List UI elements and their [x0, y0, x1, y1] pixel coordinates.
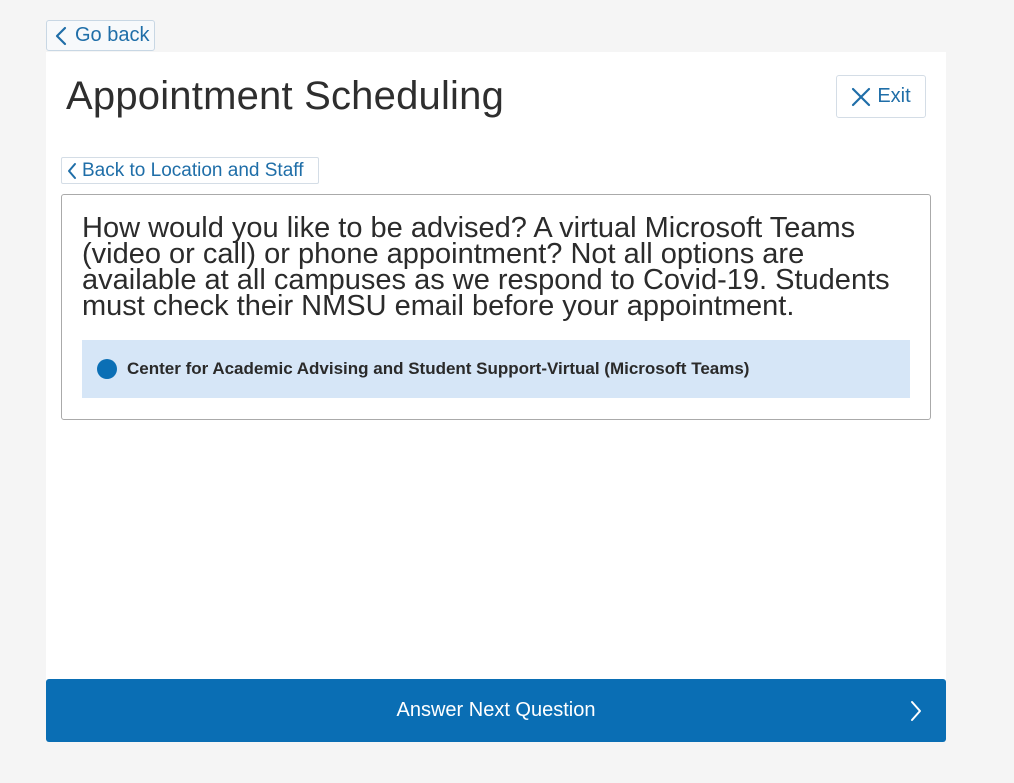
question-text: How would you like to be advised? A virtual Microsoft Teams (video or call) or phone appointment? Not all options are available at all campuses as we respond to Covid-19. Students must check their NMSU email before your appointment. [82, 212, 890, 322]
exit-label: Exit [877, 85, 911, 107]
back-to-location-button[interactable] [61, 157, 319, 184]
answer-next-question-label: Answer Next Question [396, 699, 596, 721]
chevron-right-icon [910, 700, 922, 722]
close-icon [851, 87, 871, 107]
go-back-button[interactable] [46, 20, 155, 51]
advising-option[interactable] [82, 340, 910, 398]
chevron-left-icon [67, 162, 77, 180]
answer-next-question-button[interactable] [46, 679, 946, 742]
page-title: Appointment Scheduling [66, 74, 505, 118]
scheduling-card [46, 52, 946, 692]
advising-option-label: Center for Academic Advising and Student Support-Virtual (Microsoft Teams) [127, 359, 750, 378]
back-to-location-label: Back to Location and Staff [82, 159, 304, 181]
radio-selected-icon[interactable] [97, 359, 117, 379]
question-box [61, 194, 931, 420]
go-back-label: Go back [75, 24, 150, 46]
exit-button[interactable] [836, 75, 926, 118]
chevron-left-icon [55, 26, 67, 46]
